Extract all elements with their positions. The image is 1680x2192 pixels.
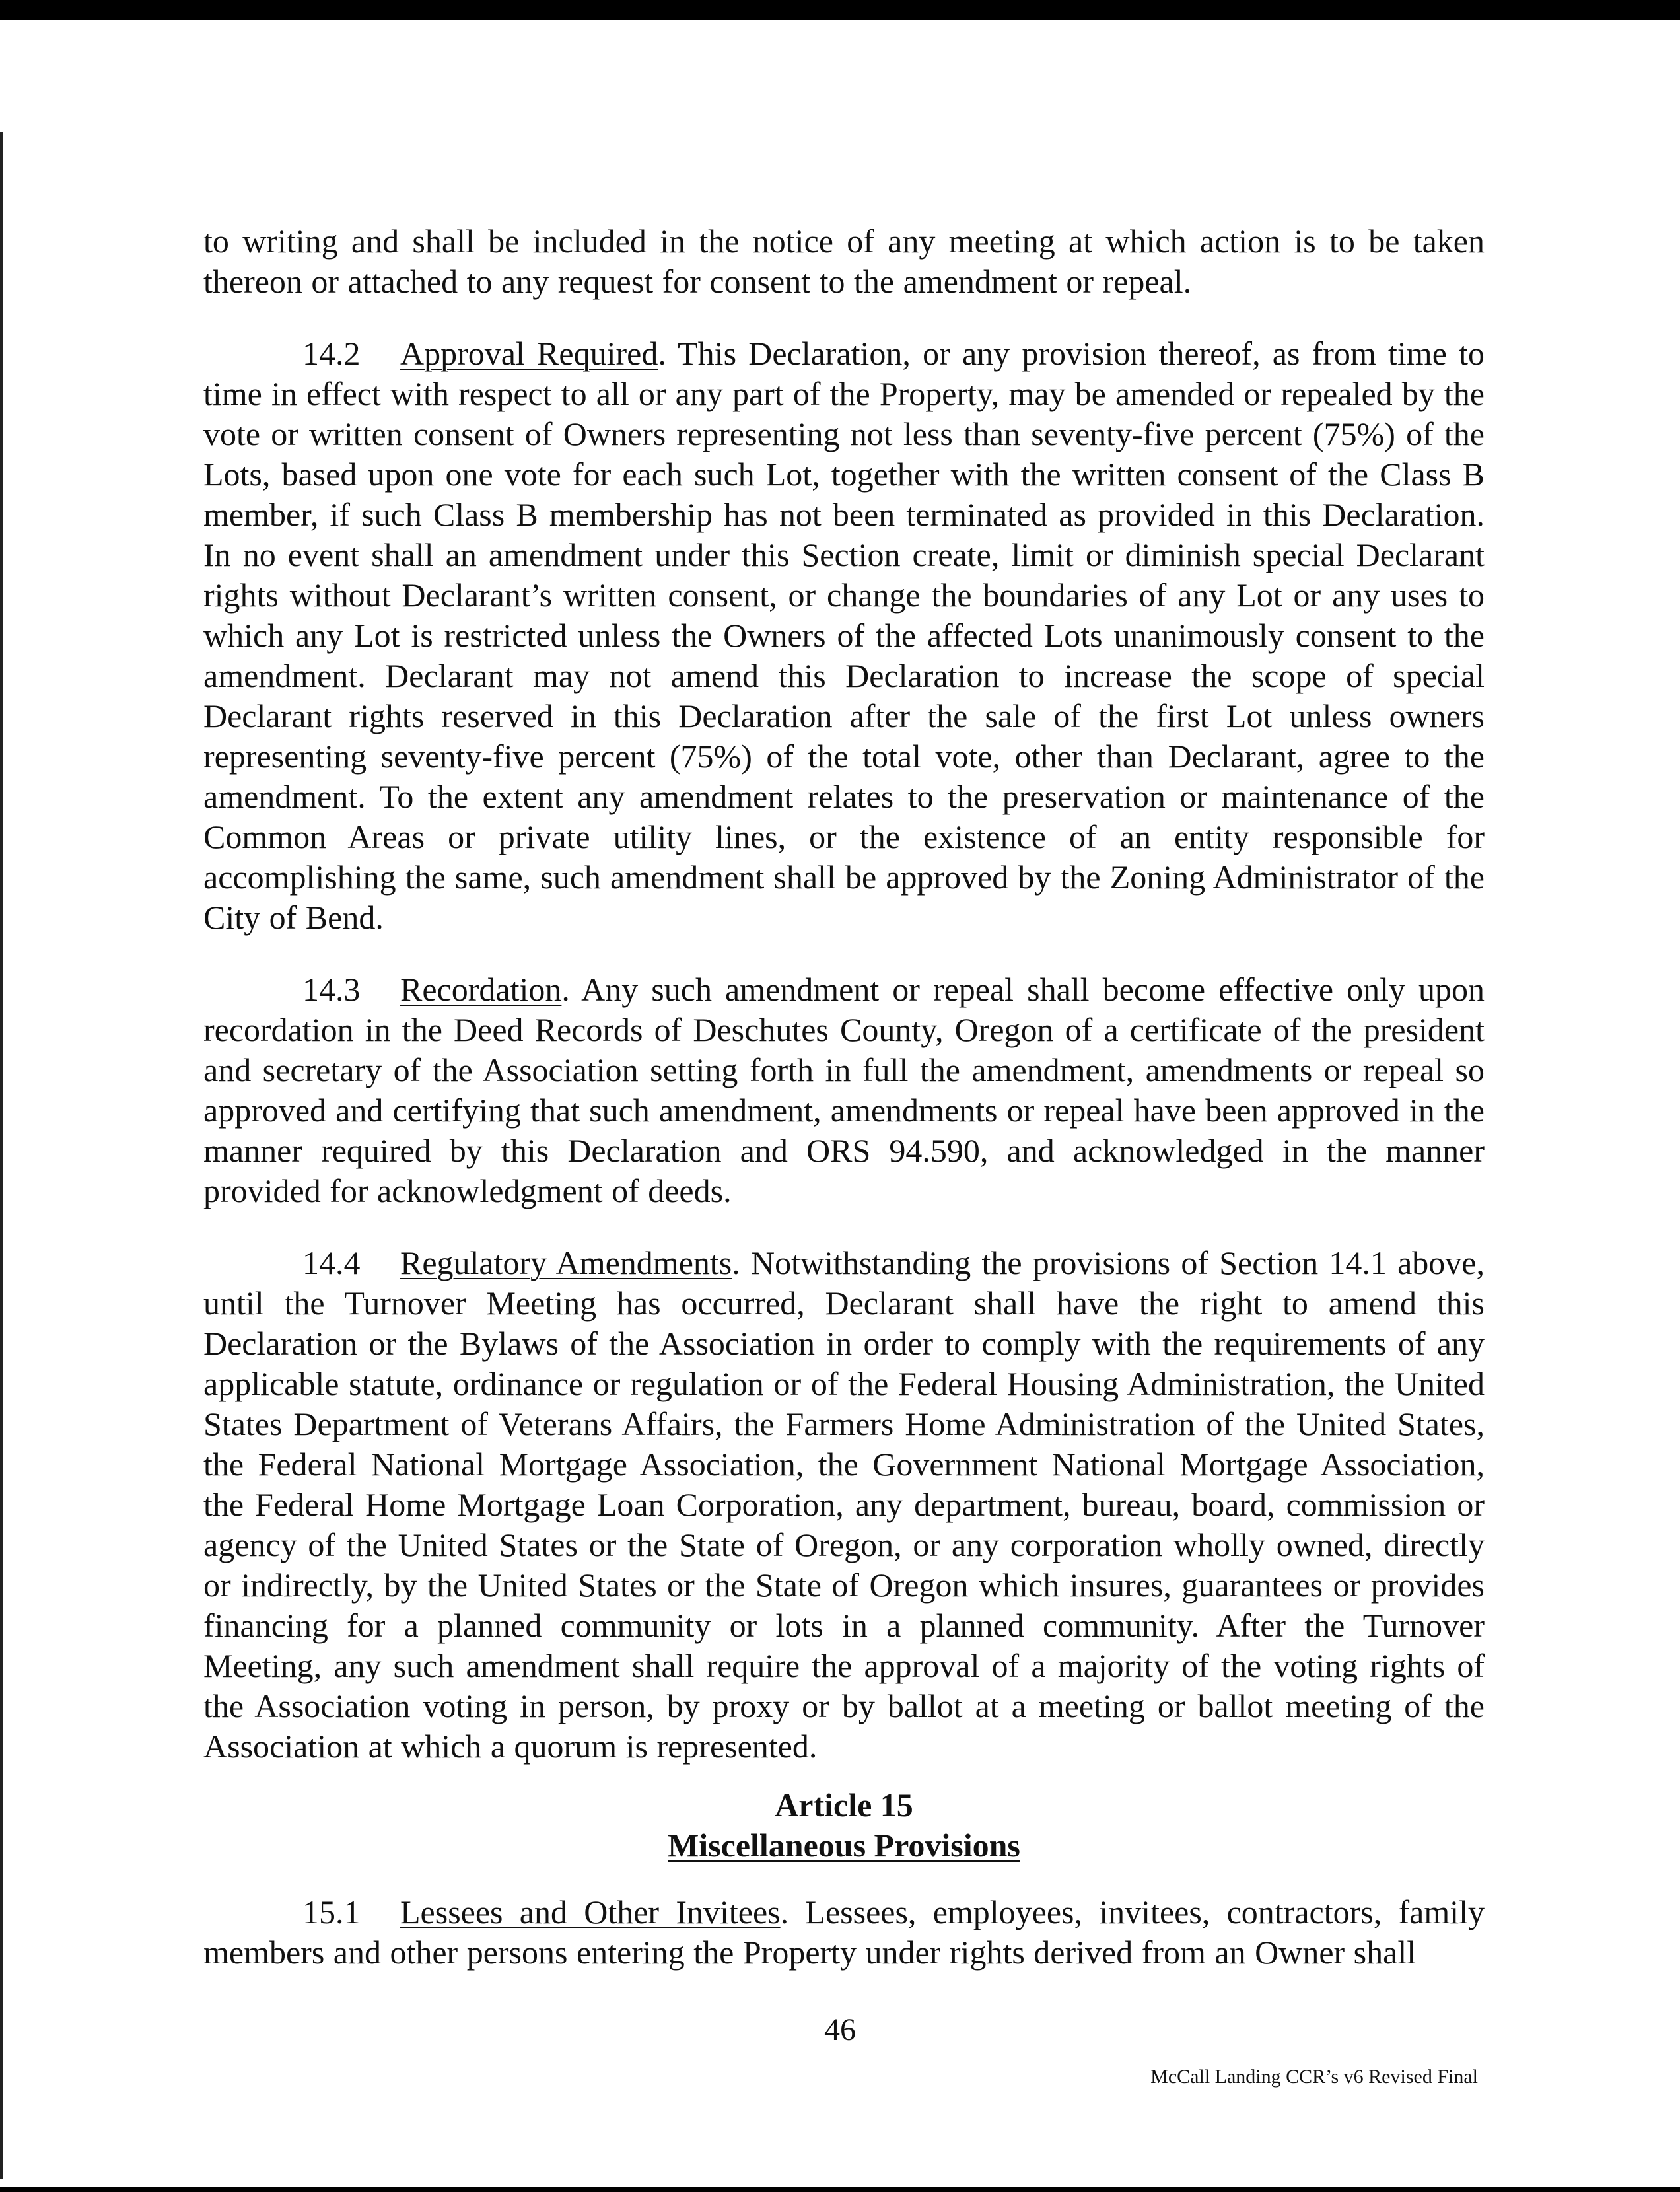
article-number: Article 15: [775, 1786, 913, 1823]
document-page: [203, 221, 1485, 1973]
article-heading: [203, 1785, 1485, 1866]
article-title: Miscellaneous Provisions: [668, 1827, 1020, 1864]
section-body: . This Declaration, or any provision thereof, as from time to time in effect with respect to all or any part of the Property, may be amended or repealed by the vote or written consent of Owners representing not less than seventy-five percent (75%) of the Lots, based upon one vote for each such Lot, together with the written consent of the Class B member, if such Class B membership has not been terminated as provided in this Declaration. In no event shall an amendment under this Section create, limit or diminish special Declarant rights without Declarant’s written consent, or change the boundaries of any Lot or any uses to which any Lot is restricted unless the Owners of the affected Lots unanimously consent to the amendment. Declarant may not amend this Declaration to increase the scope of special Declarant rights reserved in this Declaration after the sale of the first Lot unless owners representing seventy-five percent (75%) of the total vote, other than Declarant, agree to the amendment. To the extent any amendment relates to the preservation or maintenance of the Common Areas or private utility lines, or the existence of an entity responsible for accomplishing the same, such amendment shall be approved by the Zoning Administrator of the City of Bend.: [203, 335, 1485, 936]
section-body: . Any such amendment or repeal shall become effective only upon recordation in the Deed Records of Deschutes County, Oregon of a certificate of the president and secretary of the Association setting forth in full the amendment, amendments or repeal so approved and certifying that such amendment, amendments or repeal have been approved in the manner required by this Declaration and ORS 94.590, and acknowledged in the manner provided for acknowledgment of deeds.: [203, 971, 1485, 1209]
section-number: 14.2: [302, 335, 361, 372]
section-number: 14.3: [302, 971, 361, 1008]
section-14-2: [203, 334, 1485, 938]
scan-left-border: [0, 132, 3, 2179]
section-14-4: [203, 1243, 1485, 1767]
section-number: 15.1: [302, 1893, 361, 1930]
section-heading: Lessees and Other Invitees: [400, 1893, 781, 1930]
intro-paragraph: to writing and shall be included in the notice of any meeting at which action is to be taken thereon or attached to any request for consent to the amendment or repeal.: [203, 223, 1485, 300]
scan-top-border: [0, 0, 1680, 20]
section-number: 14.4: [302, 1244, 361, 1281]
section-heading: Approval Required: [400, 335, 658, 372]
footer-reference: McCall Landing CCR’s v6 Revised Final: [1150, 2066, 1478, 2088]
section-15-1: [203, 1892, 1485, 1973]
page-number: 46: [824, 2012, 856, 2047]
section-body: . Lessees, employees, invitees, contractors, family members and other persons entering the Property under rights derived from an Owner shall: [203, 1893, 1485, 1971]
scan-bottom-border: [0, 2187, 1680, 2192]
section-heading: Recordation: [400, 971, 562, 1008]
section-heading: Regulatory Amendments: [400, 1244, 732, 1281]
section-body: . Notwithstanding the provisions of Section 14.1 above, until the Turnover Meeting has occurred, Declarant shall have the right to amend this Declaration or the Bylaws of the Association in order to comply with the requirements of any applicable statute, ordinance or regulation or of the Federal Housing Administration, the United States Department of Veterans Affairs, the Farmers Home Administration of the United States, the Federal National Mortgage Association, the Government National Mortgage Association, the Federal Home Mortgage Loan Corporation, any department, bureau, board, commission or agency of the United States or the State of Oregon, or any corporation wholly owned, directly or indirectly, by the United States or the State of Oregon which insures, guarantees or provides financing for a planned community or lots in a planned community. After the Turnover Meeting, any such amendment shall require the approval of a majority of the voting rights of the Association voting in person, by proxy or by ballot at a meeting or ballot meeting of the Association at which a quorum is represented.: [203, 1244, 1485, 1765]
section-14-3: [203, 970, 1485, 1211]
